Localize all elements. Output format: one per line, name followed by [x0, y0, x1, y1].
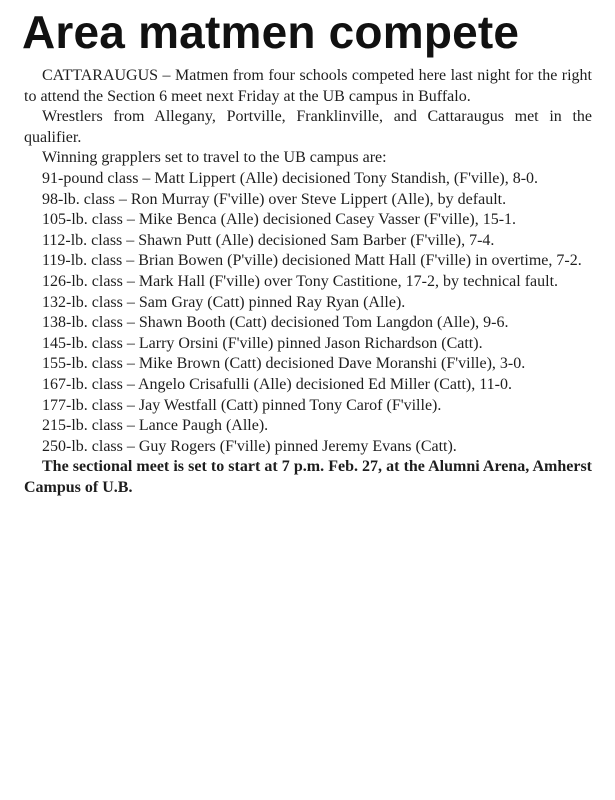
result-145: 145-lb. class – Larry Orsini (F'ville) pinned Jason Richardson (Catt). [42, 334, 483, 352]
result-250: 250-lb. class – Guy Rogers (F'ville) pinned Jeremy Evans (Catt). [42, 437, 457, 455]
result-215: 215-lb. class – Lance Paugh (Alle). [42, 417, 269, 435]
result-138: 138-lb. class – Shawn Booth (Catt) decisioned Tom Langdon (Alle), 9-6. [42, 314, 509, 332]
paragraph-dateline: CATTARAUGUS – Matmen from four schools competed here last night for the right to attend the Section 6 meet next Friday at the UB campus in Buffalo. [24, 67, 592, 105]
result-105: 105-lb. class – Mike Benca (Alle) decisioned Casey Vasser (F'ville), 15-1. [42, 211, 517, 229]
paragraph-sectional-meet: The sectional meet is set to start at 7 p.m. Feb. 27, at the Alumni Arena, Amherst Campus of U.B. [24, 458, 592, 496]
paragraph-schools: Wrestlers from Allegany, Portville, Franklinville, and Cattaraugus met in the qualifier. [24, 108, 592, 146]
result-119: 119-lb. class – Brian Bowen (P'ville) decisioned Matt Hall (F'ville) in overtime, 7-2. [42, 252, 582, 270]
result-167: 167-lb. class – Angelo Crisafulli (Alle) decisioned Ed Miller (Catt), 11-0. [42, 375, 512, 393]
headline: Area matmen compete [22, 6, 520, 58]
result-177: 177-lb. class – Jay Westfall (Catt) pinned Tony Carof (F'ville). [42, 396, 442, 414]
paragraph-intro-results: Winning grapplers set to travel to the UB campus are: [42, 149, 387, 167]
result-112: 112-lb. class – Shawn Putt (Alle) decisioned Sam Barber (F'ville), 7-4. [42, 231, 495, 249]
result-91: 91-pound class – Matt Lippert (Alle) decisioned Tony Standish, (F'ville), 8-0. [42, 169, 539, 187]
result-126: 126-lb. class – Mark Hall (F'ville) over Tony Castitione, 17-2, by technical fault. [42, 272, 559, 290]
result-132: 132-lb. class – Sam Gray (Catt) pinned Ray Ryan (Alle). [42, 293, 406, 311]
result-155: 155-lb. class – Mike Brown (Catt) decisioned Dave Moranshi (F'ville), 3-0. [42, 355, 526, 373]
article-body [24, 66, 592, 498]
result-98: 98-lb. class – Ron Murray (F'ville) over Steve Lippert (Alle), by default. [42, 190, 507, 208]
